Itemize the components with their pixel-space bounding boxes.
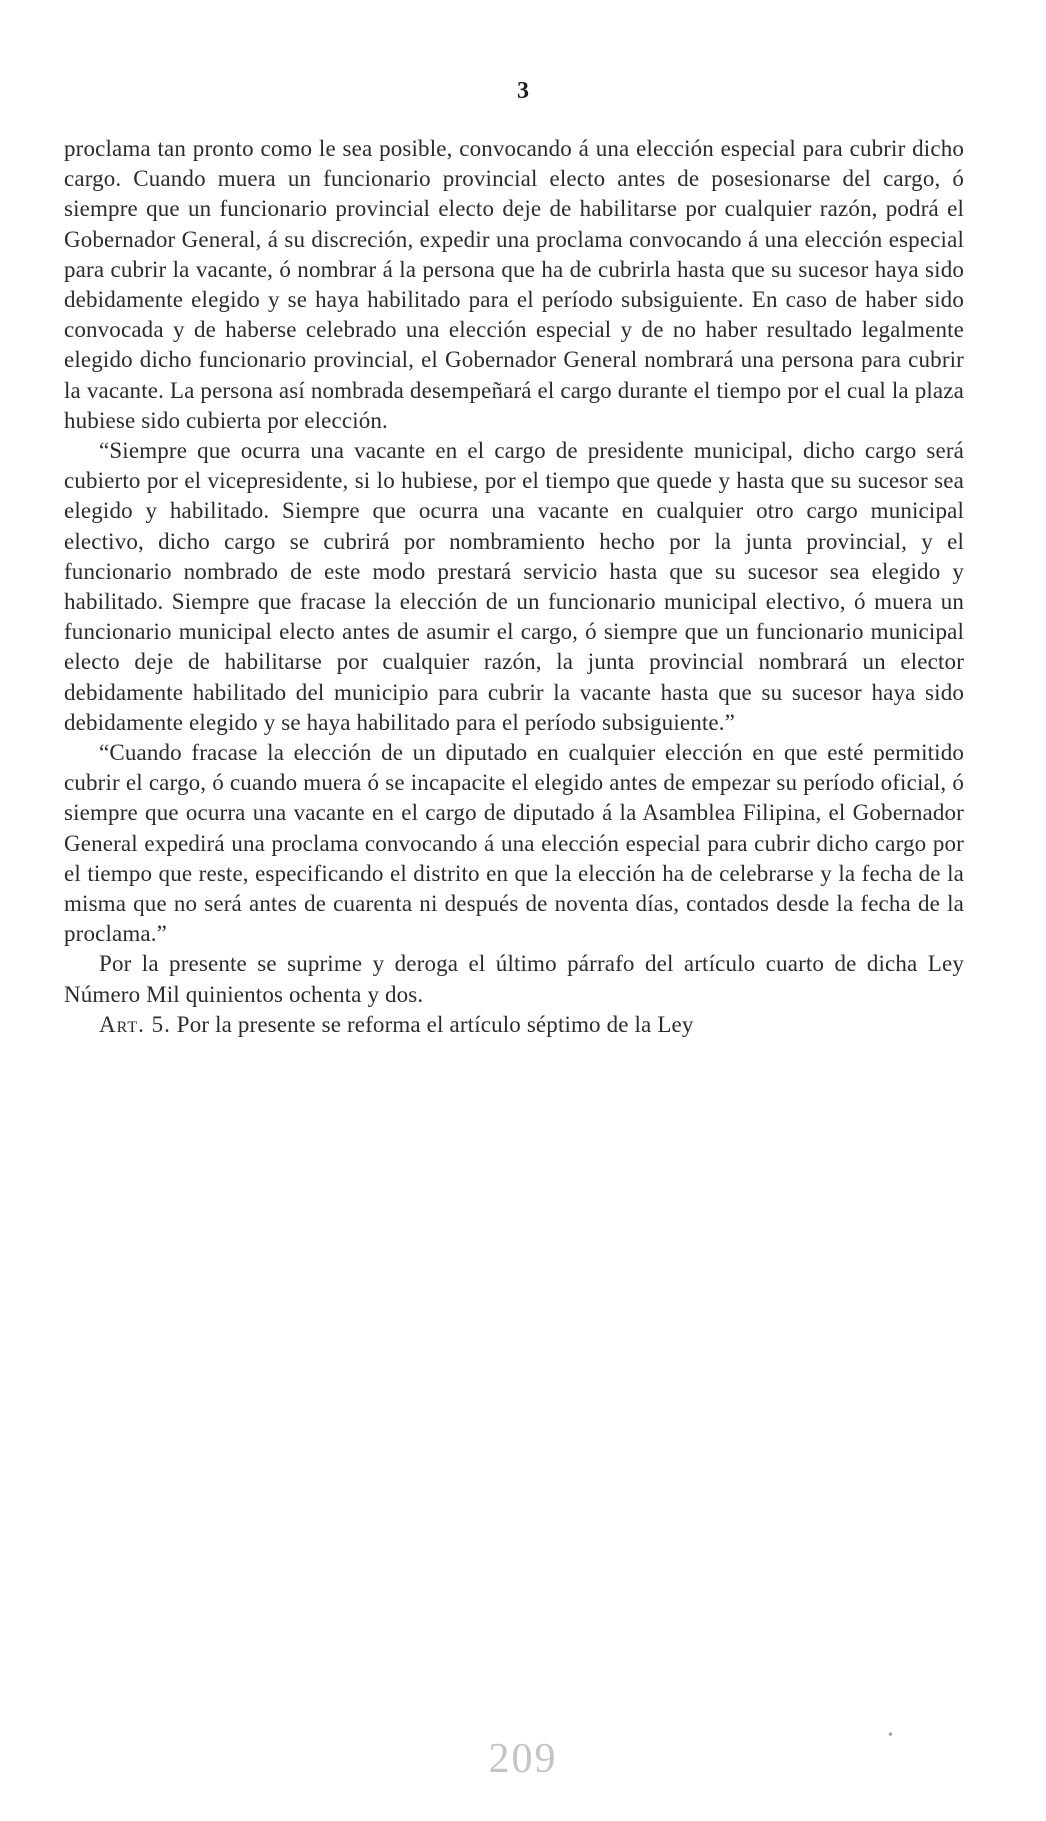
page-number: 3	[517, 78, 529, 104]
body-text	[64, 134, 964, 1040]
paragraph: Por la presente se suprime y deroga el último párrafo del artículo cuarto de dicha Ley Número Mil quinientos ochenta y dos.	[64, 951, 964, 1007]
folio-number: 209	[488, 1736, 558, 1782]
article-text: Por la presente se reforma el artículo séptimo de la Ley	[176, 1011, 694, 1037]
paragraph: “Cuando fracase la elección de un diputado en cualquier elección en que esté permitido cubrir el cargo, ó cuando muera ó se incapacite el elegido antes de empezar su período oficial, ó siempre que ocurra una vacante en el cargo de diputado á la Asamblea Filipina, el Gobernador General expedirá una proclama convocando á una elección especial para cubrir dicho cargo por el tiempo que reste, especificando el distrito en que la elección ha de celebrarse y la fecha de la misma que no será antes de cuarenta ni después de noventa días, contados desde la fecha de la proclama.”	[64, 740, 964, 947]
paragraph: proclama tan pronto como le sea posible, convocando á una elección especial para cubrir dicho cargo. Cuando muera un funcionario provincial electo antes de posesionarse del cargo, ó siempre que un funcionario provincial electo deje de habilitarse por cualquier razón, podrá el Gobernador General, á su discreción, expedir una proclama convocando á una elección especial para cubrir la vacante, ó nombrar á la persona que ha de cubrirla hasta que su sucesor haya sido debidamente elegido y se haya habilitado para el período subsiguiente. En caso de haber sido convocada y de haberse celebrado una elección especial y de no haber resultado legalmente elegido dicho funcionario provincial, el Gobernador General nombrará una persona para cubrir la vacante. La persona así nombrada desempeñará el cargo durante el tiempo por el cual la plaza hubiese sido cubierta por elección.	[64, 136, 964, 433]
article-paragraph	[64, 1010, 964, 1040]
paragraph: “Siempre que ocurra una vacante en el cargo de presidente municipal, dicho cargo será cubierto por el vicepresidente, si lo hubiese, por el tiempo que quede y hasta que su sucesor sea elegido y habilitado. Siempre que ocurra una vacante en cualquier otro cargo municipal electivo, dicho cargo se cubrirá por nombramiento hecho por la junta provincial, y el funcionario nombrado de este modo prestará servicio hasta que su sucesor sea elegido y habilitado. Siempre que fracase la elección de un funcionario municipal electivo, ó muera un funcionario municipal electo antes de asumir el cargo, ó siempre que un funcionario municipal electo deje de habilitarse por cualquier razón, la junta provincial nombrará un elector debidamente habilitado del municipio para cubrir la vacante hasta que su sucesor haya sido debidamente elegido y se haya habilitado para el período subsiguiente.”	[64, 438, 964, 735]
article-label: Art. 5.	[99, 1011, 171, 1037]
ink-speck: •	[888, 1728, 893, 1743]
